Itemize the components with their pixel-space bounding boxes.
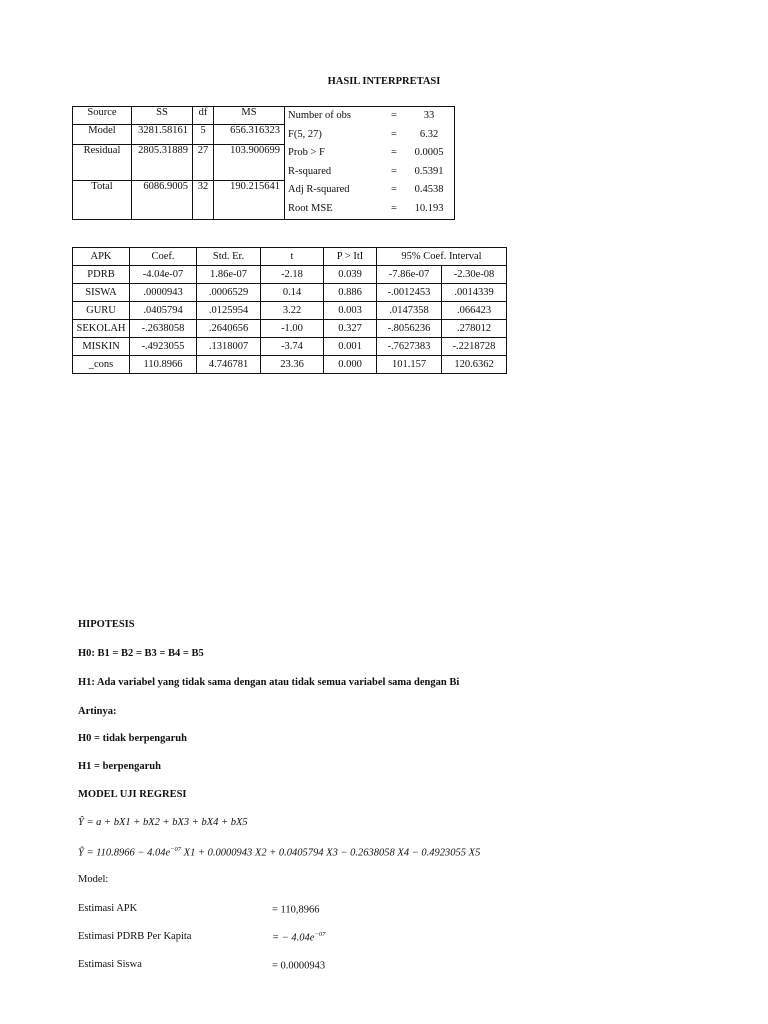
- stat-label: Root MSE: [288, 202, 333, 214]
- stat-value: 0.4538: [414, 184, 444, 196]
- stat-eq: =: [391, 165, 397, 177]
- coef-ci-low: -.0012453: [377, 284, 442, 302]
- stat-value: 33: [423, 110, 435, 121]
- coef-header-coef: Coef.: [130, 248, 197, 266]
- coef-stderr: .1318007: [197, 338, 261, 356]
- coef-header-p: P > ItI: [324, 248, 377, 266]
- h0-definition: H0 = tidak berpengaruh: [78, 733, 187, 744]
- artinya-label: Artinya:: [78, 706, 117, 717]
- coef-header-interval: 95% Coef. Interval: [377, 248, 507, 266]
- coef-value: -.2638058: [130, 320, 197, 338]
- anova-ms: 190.215641: [214, 181, 285, 220]
- coef-p: 0.886: [324, 284, 377, 302]
- anova-df: 5: [193, 125, 214, 144]
- stat-value: 10.193: [414, 202, 444, 214]
- stat-label: Adj R-squared: [288, 184, 350, 196]
- anova-ss: 2805.31889: [132, 144, 193, 181]
- table-row: [73, 266, 507, 284]
- eq2-part-a: Ŷ = 110.8966 − 4.04e: [78, 847, 171, 859]
- coef-stderr: 4.746781: [197, 356, 261, 374]
- anova-header-df: df: [193, 107, 214, 125]
- coef-var: MISKIN: [73, 338, 130, 356]
- coef-p: 0.327: [324, 320, 377, 338]
- estimate-label: Estimasi PDRB Per Kapita: [78, 931, 192, 942]
- coef-ci-high: -.2218728: [442, 338, 507, 356]
- anova-header-source: Source: [73, 107, 132, 125]
- coef-ci-low: -7.86e-07: [377, 266, 442, 284]
- coef-t: 0.14: [261, 284, 324, 302]
- coef-stderr: .0125954: [197, 302, 261, 320]
- h0-statement: H0: B1 = B2 = B3 = B4 = B5: [78, 648, 204, 659]
- stat-eq: =: [391, 110, 397, 121]
- coef-var: _cons: [73, 356, 130, 374]
- coef-value: .0000943: [130, 284, 197, 302]
- coef-header-apk: APK: [73, 248, 130, 266]
- coef-ci-low: 101.157: [377, 356, 442, 374]
- coef-p: 0.001: [324, 338, 377, 356]
- coef-header-stderr: Std. Er.: [197, 248, 261, 266]
- stat-label: Number of obs: [288, 110, 351, 121]
- stat-value: 0.5391: [414, 165, 444, 177]
- coef-t: 3.22: [261, 302, 324, 320]
- anova-stats-panel: [285, 107, 455, 220]
- anova-df: 27: [193, 144, 214, 181]
- anova-ms: 656.316323: [214, 125, 285, 144]
- stat-eq: =: [391, 202, 397, 214]
- coef-stderr: .0006529: [197, 284, 261, 302]
- estimate-value-text: = 110,8966: [272, 904, 320, 916]
- coef-var: PDRB: [73, 266, 130, 284]
- coef-ci-low: -.8056236: [377, 320, 442, 338]
- coef-var: SISWA: [73, 284, 130, 302]
- regression-equation-estimated: [78, 846, 480, 859]
- coef-ci-low: .0147358: [377, 302, 442, 320]
- coef-ci-high: -2.30e-08: [442, 266, 507, 284]
- coef-ci-high: .066423: [442, 302, 507, 320]
- table-row: [73, 356, 507, 374]
- estimate-label: Estimasi Siswa: [78, 959, 142, 970]
- anova-ms: 103.900699: [214, 144, 285, 181]
- page-title: HASIL INTERPRETASI: [327, 76, 441, 87]
- stat-label: F(5, 27): [288, 128, 322, 140]
- estimate-value: [272, 903, 320, 916]
- table-row: [73, 320, 507, 338]
- coef-t: -2.18: [261, 266, 324, 284]
- anova-source: Model: [73, 125, 132, 144]
- coef-ci-high: 120.6362: [442, 356, 507, 374]
- eq2-part-b: X1 + 0.0000943 X2 + 0.0405794 X3 − 0.2638058 X4 − 0.4923055 X5: [181, 847, 481, 859]
- table-row: [73, 338, 507, 356]
- coef-ci-high: .278012: [442, 320, 507, 338]
- stat-eq: =: [391, 147, 397, 159]
- stat-label: R-squared: [288, 165, 332, 177]
- coef-t: -1.00: [261, 320, 324, 338]
- coef-value: -.4923055: [130, 338, 197, 356]
- stat-value: 0.0005: [414, 147, 444, 159]
- anova-header-ss: SS: [132, 107, 193, 125]
- stat-value: 6.32: [419, 128, 439, 140]
- coef-var: GURU: [73, 302, 130, 320]
- anova-source: Residual: [73, 144, 132, 181]
- regression-equation-general: Ŷ = a + bX1 + bX2 + bX3 + bX4 + bX5: [78, 817, 248, 828]
- stat-label: Prob > F: [288, 147, 325, 159]
- coef-t: -3.74: [261, 338, 324, 356]
- estimate-value: [272, 931, 325, 944]
- anova-source: Total: [73, 181, 132, 220]
- stat-eq: =: [391, 128, 397, 140]
- model-label: Model:: [78, 874, 109, 885]
- h1-statement: H1: Ada variabel yang tidak sama dengan atau tidak semua variabel sama dengan Bi: [78, 677, 460, 688]
- coef-value: 110.8966: [130, 356, 197, 374]
- coef-stderr: .2640656: [197, 320, 261, 338]
- anova-ss: 6086.9005: [132, 181, 193, 220]
- estimate-value-text: = 0.0000943: [272, 960, 326, 972]
- h1-definition: H1 = berpengaruh: [78, 761, 161, 772]
- model-uji-heading: MODEL UJI REGRESI: [78, 789, 187, 800]
- coef-p: 0.039: [324, 266, 377, 284]
- coef-p: 0.000: [324, 356, 377, 374]
- estimate-value: [272, 959, 325, 972]
- coef-var: SEKOLAH: [73, 320, 130, 338]
- anova-ss: 3281.58161: [132, 125, 193, 144]
- anova-header-ms: MS: [214, 107, 285, 125]
- coef-value: .0405794: [130, 302, 197, 320]
- coef-stderr: 1.86e-07: [197, 266, 261, 284]
- estimate-value-exponent: −07: [314, 931, 326, 938]
- coef-ci-high: .0014339: [442, 284, 507, 302]
- table-row: [73, 302, 507, 320]
- hipotesis-heading: HIPOTESIS: [78, 619, 135, 630]
- anova-df: 32: [193, 181, 214, 220]
- estimate-value-text: = − 4.04e: [272, 932, 315, 944]
- coef-ci-low: -.7627383: [377, 338, 442, 356]
- coef-p: 0.003: [324, 302, 377, 320]
- coef-t: 23.36: [261, 356, 324, 374]
- coef-header-t: t: [261, 248, 324, 266]
- table-row: [73, 284, 507, 302]
- estimate-label: Estimasi APK: [78, 903, 138, 914]
- coef-value: -4.04e-07: [130, 266, 197, 284]
- anova-table: [72, 106, 455, 220]
- coefficient-table: [72, 247, 507, 374]
- eq2-exponent: −07: [170, 846, 182, 853]
- stat-eq: =: [391, 184, 397, 196]
